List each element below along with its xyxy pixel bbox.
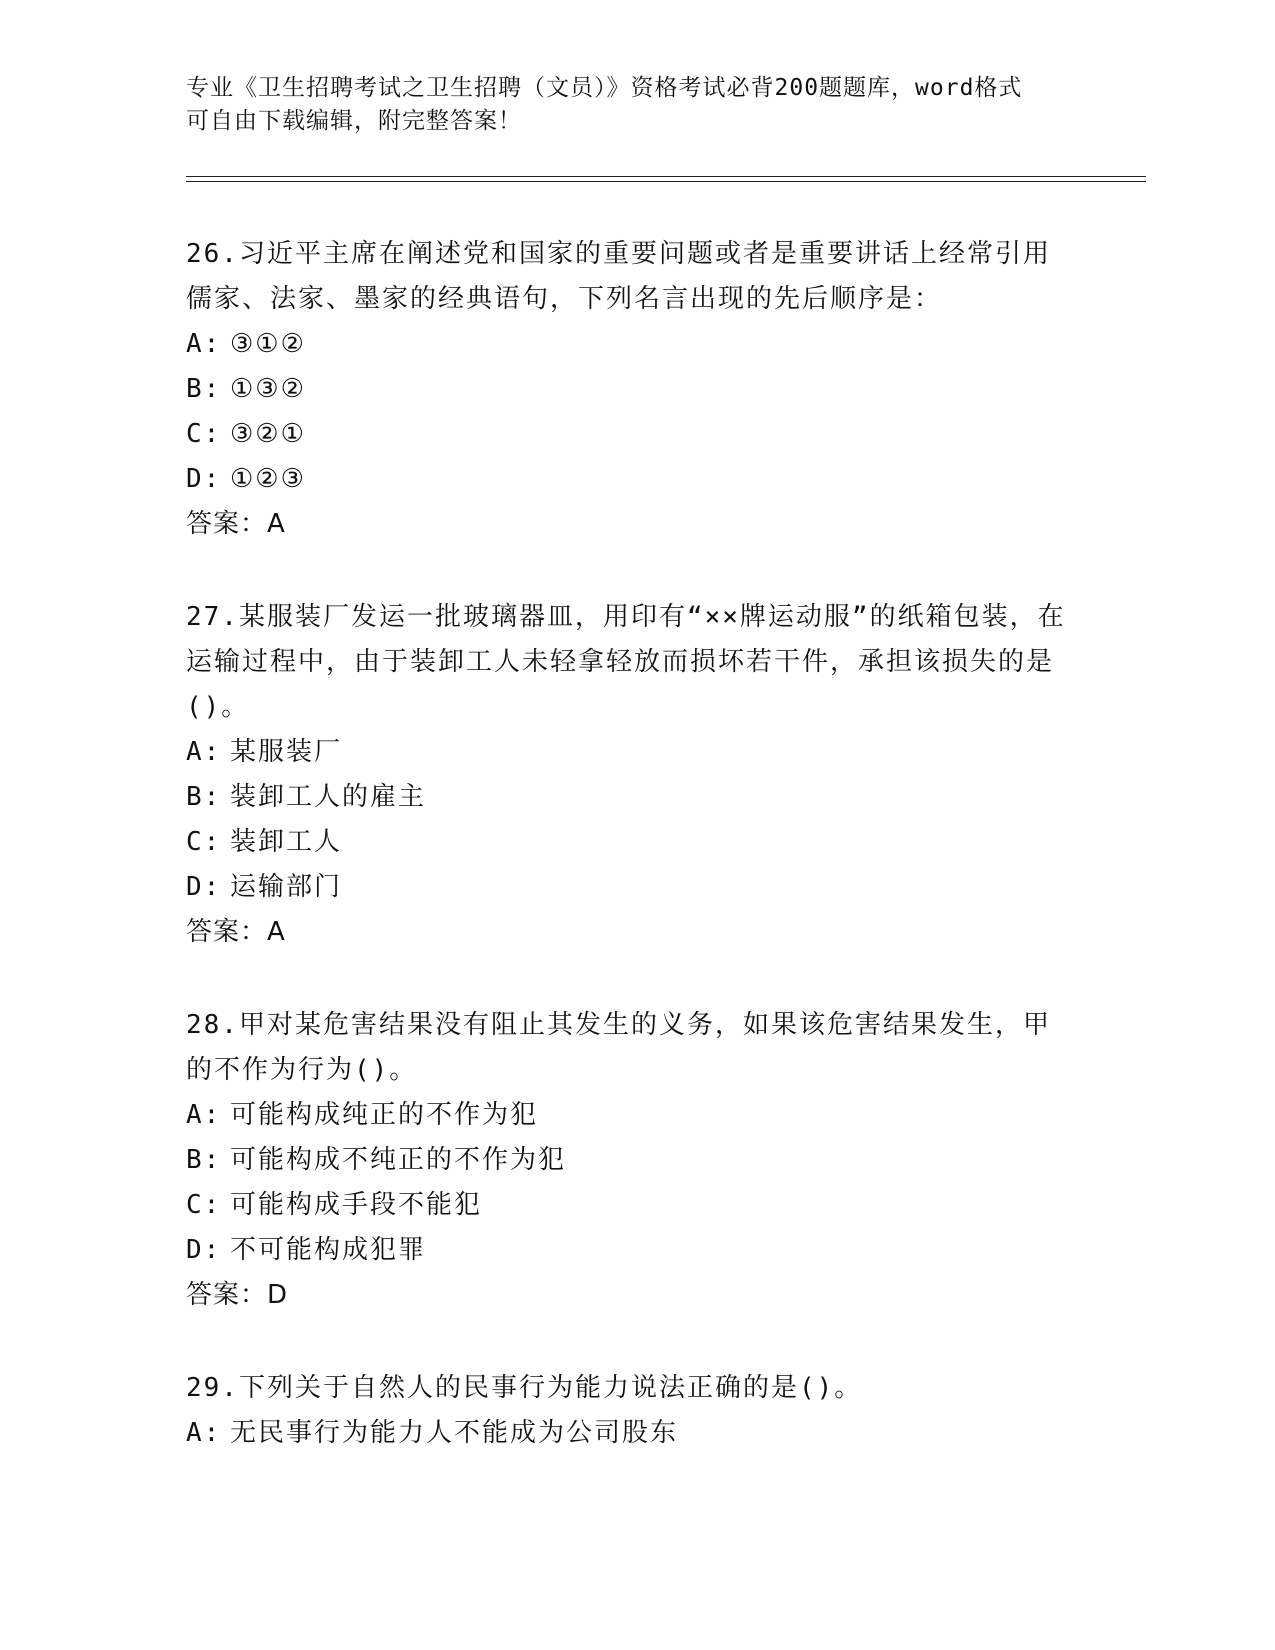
option-b [186, 775, 1066, 820]
option-d [186, 865, 1066, 910]
question-27 [186, 595, 1066, 955]
option-d [186, 457, 1066, 502]
question-text: 26.习近平主席在阐述党和国家的重要问题或者是重要讲话上经常引用儒家、法家、墨家的经典语句，下列名言出现的先后顺序是： [186, 239, 1051, 314]
option-label: C: [186, 1190, 222, 1220]
option-a [186, 322, 1066, 367]
option-label: C: [186, 827, 222, 857]
option-label: A: [186, 1418, 222, 1448]
answer-line: 答案：A [186, 917, 286, 947]
option-text: 可能构成手段不能犯 [230, 1190, 483, 1220]
option-text: 装卸工人 [230, 827, 343, 857]
option-label: A: [186, 737, 222, 767]
option-label: D: [186, 464, 222, 494]
option-a [186, 730, 1066, 775]
option-label: C: [186, 419, 222, 449]
option-text: 不可能构成犯罪 [230, 1235, 427, 1265]
question-list [186, 232, 1066, 1504]
option-label: B: [186, 782, 222, 812]
header-divider-bottom [186, 181, 1146, 182]
document-header [186, 72, 1066, 138]
question-29 [186, 1366, 1066, 1456]
question-text: 29.下列关于自然人的民事行为能力说法正确的是()。 [186, 1373, 863, 1403]
option-text: ①③② [230, 374, 306, 404]
option-text: 装卸工人的雇主 [230, 782, 427, 812]
header-line-2: 可自由下载编辑，附完整答案！ [186, 108, 522, 134]
option-text: 可能构成不纯正的不作为犯 [230, 1145, 567, 1175]
option-b [186, 367, 1066, 412]
answer-line: 答案：A [186, 509, 286, 539]
option-text: ③①② [230, 329, 306, 359]
option-b [186, 1138, 1066, 1183]
question-text: 27.某服装厂发运一批玻璃器皿，用印有“××牌运动服”的纸箱包装，在运输过程中，由于装卸工人未轻拿轻放而损坏若干件，承担该损失的是()。 [186, 602, 1066, 722]
option-label: A: [186, 1100, 222, 1130]
question-text: 28.甲对某危害结果没有阻止其发生的义务，如果该危害结果发生，甲的不作为行为()。 [186, 1010, 1051, 1085]
option-text: 可能构成纯正的不作为犯 [230, 1100, 539, 1130]
option-label: D: [186, 1235, 222, 1265]
option-d [186, 1228, 1066, 1273]
option-label: D: [186, 872, 222, 902]
header-divider-top [186, 176, 1146, 177]
option-a [186, 1093, 1066, 1138]
question-26 [186, 232, 1066, 547]
answer-line: 答案：D [186, 1280, 289, 1310]
option-text: 某服装厂 [230, 737, 343, 767]
option-label: B: [186, 374, 222, 404]
option-label: A: [186, 329, 222, 359]
option-text: 运输部门 [230, 872, 343, 902]
option-c [186, 820, 1066, 865]
option-text: ③②① [230, 419, 306, 449]
option-text: ①②③ [230, 464, 306, 494]
option-label: B: [186, 1145, 222, 1175]
option-text: 无民事行为能力人不能成为公司股东 [230, 1418, 679, 1448]
option-c [186, 1183, 1066, 1228]
question-28 [186, 1003, 1066, 1318]
option-c [186, 412, 1066, 457]
header-line-1: 专业《卫生招聘考试之卫生招聘（文员）》资格考试必背200题题库，word格式 [186, 75, 1023, 101]
option-a [186, 1411, 1066, 1456]
